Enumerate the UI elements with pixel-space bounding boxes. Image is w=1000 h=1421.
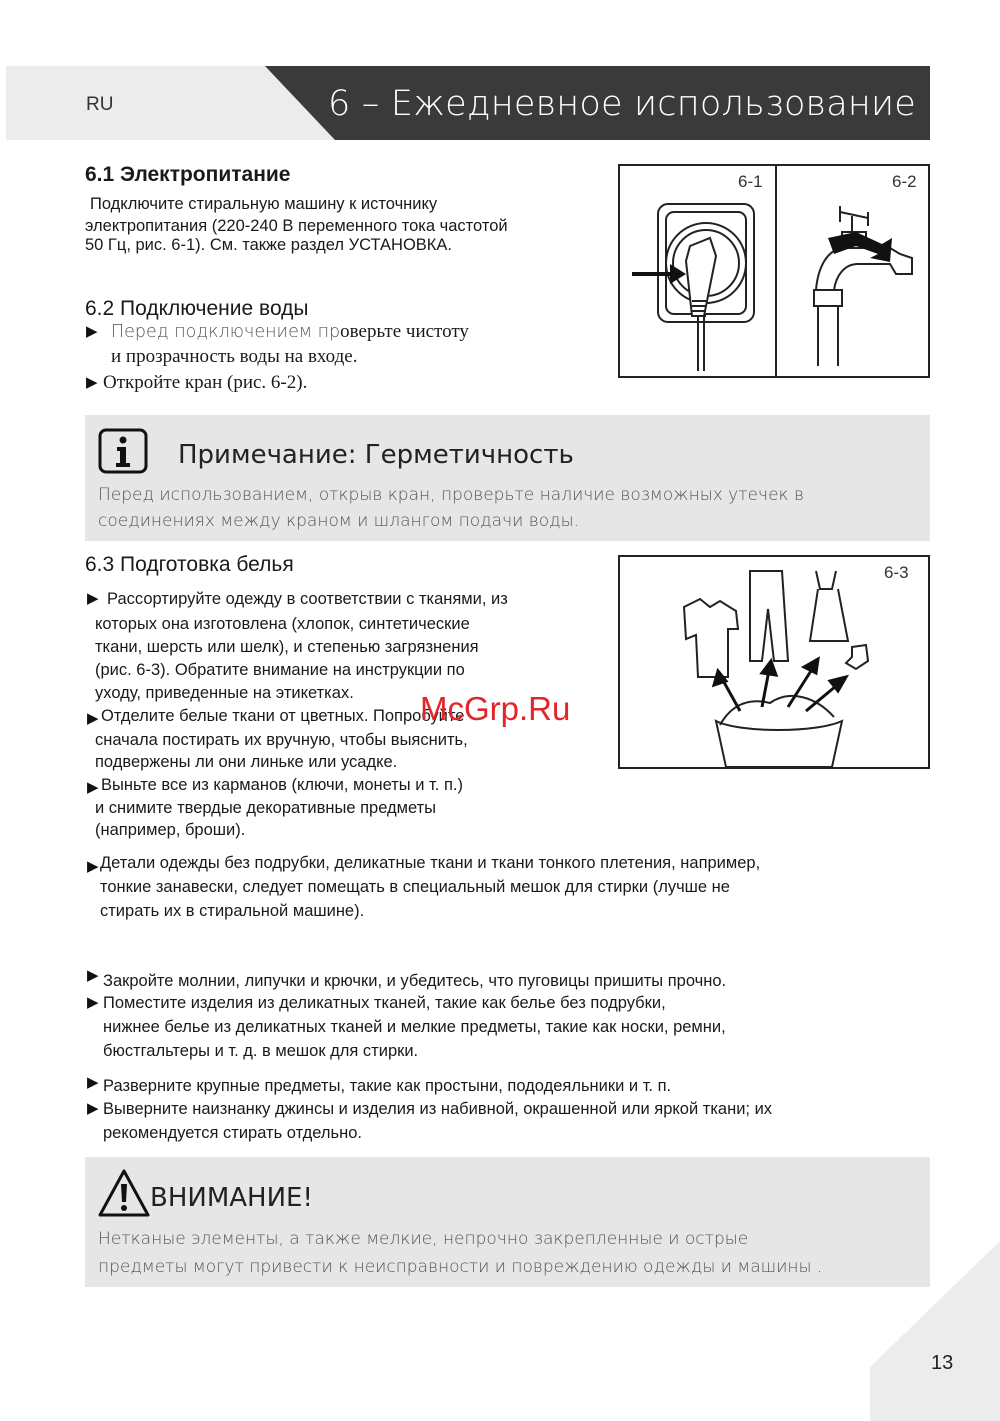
bullet-line: (например, броши). xyxy=(95,821,246,839)
note-line: соединениях между краном и шлангом подачи воды. xyxy=(98,511,580,531)
language-code: RU xyxy=(86,94,114,115)
figure-6-1-6-2 xyxy=(618,164,930,378)
bullet-line: Разверните крупные предметы, такие как простыни, пододеяльники и т. п. xyxy=(103,1077,672,1095)
bullet-line: рекомендуется стирать отдельно. xyxy=(103,1124,362,1142)
section-6-2-bullet-2: Откройте кран (рис. 6-2). xyxy=(103,372,308,393)
info-icon xyxy=(98,428,148,474)
section-6-1-line: электропитания (220-240 В переменного тока частотой xyxy=(85,217,508,235)
bullet-line: Рассортируйте одежду в соответствии с тканями, из xyxy=(107,590,508,608)
figure-label-6-3: 6-3 xyxy=(884,563,909,582)
shirt-icon xyxy=(684,599,738,677)
warning-title: ВНИМАНИЕ! xyxy=(150,1183,313,1213)
bullet-line: ткани, шерсть или шелк), и степенью загрязнения xyxy=(95,638,479,656)
rotate-arrow-icon xyxy=(828,232,892,262)
section-6-1-line: Подключите стиральную машину к источнику xyxy=(90,195,438,213)
bullet-line: и снимите твердые декоративные предметы xyxy=(95,799,437,817)
bullet-line: подвержены ли они линьке или усадке. xyxy=(95,753,398,771)
bullet-line: уходу, приведенные на этикетках. xyxy=(95,684,354,702)
bullet-text-sans: Перед подключением пр xyxy=(111,322,341,342)
figure-label-6-2: 6-2 xyxy=(892,172,917,191)
bullet-line: Закройте молнии, липучки и крючки, и убедитесь, что пуговицы пришиты прочно. xyxy=(103,972,727,990)
basin-icon xyxy=(716,721,842,767)
bullet-line: Отделите белые ткани от цветных. Попробуйте xyxy=(101,707,465,725)
section-6-2-bullet-1-line-2: и прозрачность воды на входе. xyxy=(111,346,358,367)
section-6-2-bullet-1 xyxy=(111,320,469,344)
figure-6-3 xyxy=(618,555,930,769)
bullet-line: нижнее белье из деликатных тканей и мелкие предметы, такие как носки, ремни, xyxy=(103,1018,726,1036)
bullet-line: Выверните наизнанку джинсы и изделия из набивной, окрашенной или яркой ткани; их xyxy=(103,1100,773,1118)
bullet-arrow-icon: ▶ xyxy=(87,858,99,875)
laundry-sorting-drawing xyxy=(620,557,928,767)
note-text xyxy=(98,482,898,534)
section-6-3-title: 6.3 Подготовка белья xyxy=(85,553,294,576)
bullet-arrow-icon: ▶ xyxy=(86,323,98,340)
section-6-2-title: 6.2 Подключение воды xyxy=(85,297,309,320)
bullet-line: Выньте все из карманов (ключи, монеты и т. п.) xyxy=(101,776,463,794)
bullet-line: Поместите изделия из деликатных тканей, такие как белье без подрубки, xyxy=(103,994,666,1012)
socket-icon xyxy=(658,204,754,371)
tank-top-icon xyxy=(810,571,848,641)
bullet-line: бюстгальтеры и т. д. в мешок для стирки. xyxy=(103,1042,419,1060)
bullet-arrow-icon: ▶ xyxy=(87,590,99,607)
section-6-1-line: 50 Гц, рис. 6-1). См. также раздел УСТАНОВКА. xyxy=(85,236,452,254)
note-line: Перед использованием, открыв кран, проверьте наличие возможных утечек в xyxy=(98,485,804,505)
bullet-arrow-icon: ▶ xyxy=(87,1100,99,1117)
bullet-line: стирать их в стиральной машине). xyxy=(100,902,365,920)
page-number: 13 xyxy=(931,1352,954,1374)
bullet-line: Детали одежды без подрубки, деликатные ткани и ткани тонкого плетения, например, xyxy=(100,854,761,872)
bullet-arrow-icon: ▶ xyxy=(87,1074,99,1091)
bullet-text-serif: оверьте чистоту xyxy=(340,321,469,342)
bullet-arrow-icon: ▶ xyxy=(87,967,99,984)
warning-icon xyxy=(98,1168,150,1218)
watermark: McGrp.Ru xyxy=(420,690,571,727)
bullet-line: сначала постирать их вручную, чтобы выяснить, xyxy=(95,731,468,749)
note-title: Примечание: Герметичность xyxy=(178,440,574,470)
arrow-icons xyxy=(714,659,846,711)
jeans-icon xyxy=(750,571,788,661)
bullet-arrow-icon: ▶ xyxy=(87,779,99,796)
figure-label-6-1: 6-1 xyxy=(738,172,763,191)
sock-icon xyxy=(846,645,868,669)
warning-text xyxy=(98,1225,898,1281)
tap-icon xyxy=(814,206,912,366)
chapter-title: 6 – Ежедневное использование xyxy=(328,84,916,124)
warning-line: предметы могут привести к неисправности и повреждению одежды и машины . xyxy=(98,1257,823,1277)
bullet-arrow-icon: ▶ xyxy=(87,994,99,1011)
bullet-arrow-icon: ▶ xyxy=(87,710,99,727)
bullet-line: тонкие занавески, следует помещать в специальный мешок для стирки (лучше не xyxy=(100,878,730,896)
bullet-arrow-icon: ▶ xyxy=(86,374,98,391)
section-6-1-title: 6.1 Электропитание xyxy=(85,163,291,186)
warning-line: Нетканые элементы, а также мелкие, непрочно закрепленные и острые xyxy=(98,1229,749,1249)
socket-and-tap-drawing xyxy=(620,166,928,376)
bullet-line: которых она изготовлена (хлопок, синтетические xyxy=(95,615,470,633)
bullet-line: (рис. 6-3). Обратите внимание на инструкции по xyxy=(95,661,465,679)
